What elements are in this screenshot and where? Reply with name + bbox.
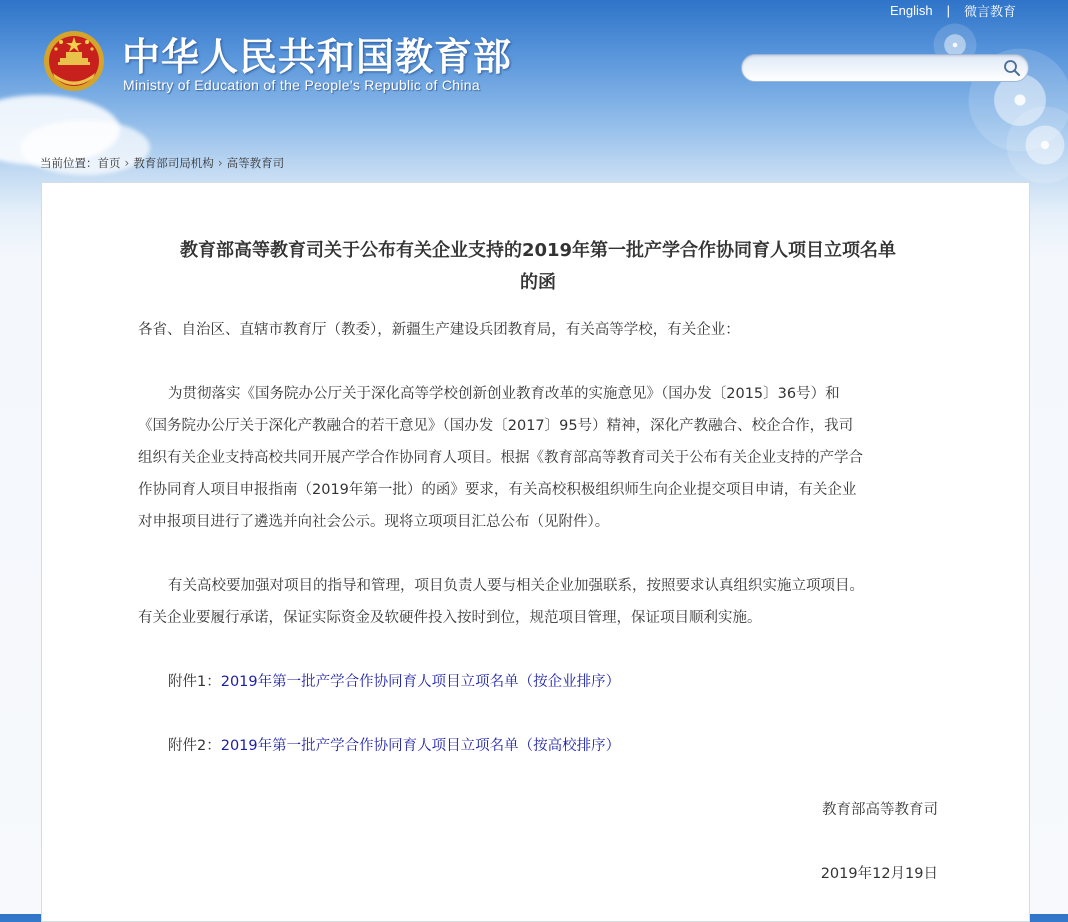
site-subtitle: Ministry of Education of the People's Republic of China <box>123 77 480 93</box>
english-link[interactable]: English <box>889 3 933 18</box>
article-title-line: 教育部高等教育司关于公布有关企业支持的2019年第一批产学合作协同育人项目立项名单 <box>179 240 897 261</box>
article-salutation: 各省、自治区、直辖市教育厅（教委），新疆生产建设兵团教育局，有关高等学校，有关企业： <box>138 322 740 338</box>
attachment-2 <box>138 730 938 762</box>
attachment-2-label: 附件2： <box>168 738 221 754</box>
top-links <box>890 1 1016 20</box>
article-date: 2019年12月19日 <box>820 866 938 882</box>
article-title <box>138 235 938 299</box>
search-input[interactable] <box>754 59 998 79</box>
paragraph-line: 为贯彻落实《国务院办公厅关于深化高等学校创新创业教育改革的实施意见》（国办发〔2015〕36号）和 <box>168 386 840 402</box>
paragraph-line: 对申报项目进行了遴选并向社会公示。现将立项项目汇总公布（见附件）。 <box>138 514 610 530</box>
paragraph-line: 有关高校要加强对项目的指导和管理，项目负责人要与相关企业加强联系，按照要求认真组织实施立项项目。 <box>168 578 864 594</box>
site-title: 中华人民共和国教育部 <box>122 35 513 79</box>
search-box <box>741 54 1029 82</box>
attachment-1-label: 附件1： <box>168 674 221 690</box>
article-paragraph-1 <box>138 378 938 538</box>
breadcrumb-prefix: 当前位置： <box>40 156 98 170</box>
paragraph-line: 《国务院办公厅关于深化产教融合的若干意见》（国办发〔2017〕95号）精神，深化产教融合、校企合作，我司 <box>138 418 854 434</box>
article-signature: 教育部高等教育司 <box>822 802 938 818</box>
breadcrumb-item-departments[interactable]: 教育部司局机构 <box>133 156 214 170</box>
breadcrumb <box>40 155 284 171</box>
paragraph-line: 有关企业要履行承诺，保证实际资金及软硬件投入按时到位，规范项目管理，保证项目顺利实施。 <box>138 610 762 626</box>
top-links-separator: | <box>946 3 950 18</box>
search-icon[interactable] <box>1003 59 1021 77</box>
attachment-2-link[interactable]: 2019年第一批产学合作协同育人项目立项名单（按高校排序） <box>220 738 621 754</box>
national-emblem-icon <box>43 28 105 94</box>
paragraph-line: 作协同育人项目申报指南（2019年第一批）的函》要求，有关高校积极组织师生向企业提交项目申请，有关企业 <box>138 482 857 498</box>
article-paragraph-2 <box>138 570 938 634</box>
article-container <box>41 182 1030 922</box>
breadcrumb-item-higher-education[interactable]: 高等教育司 <box>226 156 285 170</box>
attachment-1-link[interactable]: 2019年第一批产学合作协同育人项目立项名单（按企业排序） <box>220 674 621 690</box>
chevron-right-icon: › <box>217 156 223 170</box>
attachment-1 <box>138 666 938 698</box>
paragraph-line: 组织有关企业支持高校共同开展产学合作协同育人项目。根据《教育部高等教育司关于公布有关企业支持的产学合 <box>138 450 863 466</box>
breadcrumb-item-home[interactable]: 首页 <box>97 156 121 170</box>
weiyan-link[interactable]: 微言教育 <box>963 4 1016 19</box>
article-title-line: 的函 <box>520 272 556 293</box>
chevron-right-icon: › <box>124 156 130 170</box>
